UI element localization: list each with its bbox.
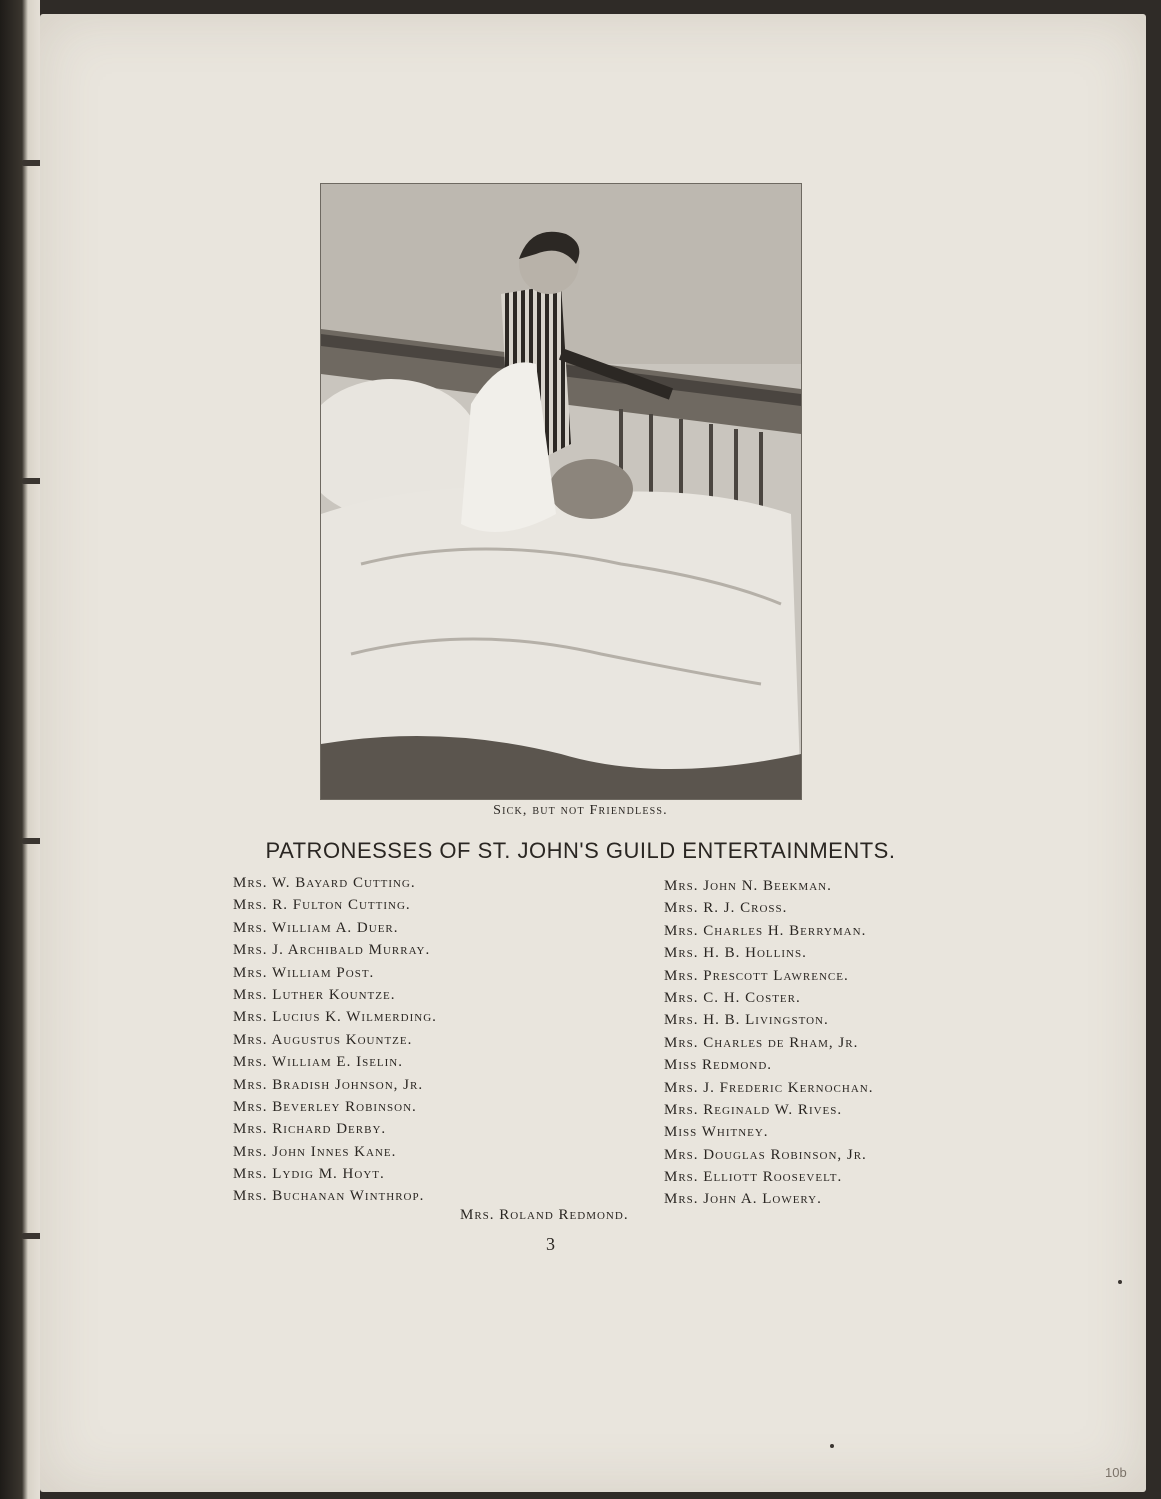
patroness-name: Mrs. C. H. Coster. (664, 989, 801, 1006)
patroness-name: Mrs. John Innes Kane. (233, 1143, 397, 1160)
patroness-name: Mrs. Luther Kountze. (233, 986, 396, 1003)
patroness-name: Mrs. Buchanan Winthrop. (233, 1188, 425, 1205)
page-heading: PATRONESSES OF ST. JOHN'S GUILD ENTERTAINMENTS. (265, 838, 896, 863)
closing-patroness-name: Mrs. Roland Redmond. (460, 1207, 629, 1223)
patroness-name: Mrs. H. B. Livingston. (664, 1012, 829, 1029)
patroness-name: Miss Whitney. (664, 1124, 769, 1141)
archive-page-mark: 10b (1105, 1465, 1127, 1480)
patroness-name: Mrs. Lydig M. Hoyt. (233, 1166, 385, 1183)
patroness-name: Mrs. Richard Derby. (233, 1121, 387, 1138)
patroness-name: Mrs. Charles H. Berryman. (664, 922, 867, 939)
page-number: 3 (546, 1234, 555, 1254)
patroness-name: Mrs. Prescott Lawrence. (664, 967, 849, 984)
patroness-name: Mrs. W. Bayard Cutting. (233, 875, 416, 891)
patroness-name: Mrs. William Post. (233, 964, 375, 981)
patroness-name: Mrs. R. Fulton Cutting. (233, 897, 411, 914)
patroness-name: Mrs. R. J. Cross. (664, 900, 788, 917)
patroness-name: Mrs. Bradish Johnson, Jr. (233, 1076, 424, 1093)
patroness-name: Miss Redmond. (664, 1057, 773, 1074)
binding-spine (0, 0, 40, 1499)
patroness-name: Mrs. Douglas Robinson, Jr. (664, 1146, 867, 1163)
illustration-caption: Sick, but not Friendless. (493, 803, 668, 818)
patroness-name: Mrs. William E. Iselin. (233, 1054, 403, 1071)
left-patroness-list (233, 872, 437, 1208)
patroness-name: Mrs. Augustus Kountze. (233, 1031, 413, 1048)
patroness-name: Mrs. H. B. Hollins. (664, 945, 807, 962)
patroness-name: Mrs. John A. Lowery. (664, 1191, 822, 1208)
paper-speck (830, 1444, 834, 1448)
patroness-name: Mrs. William A. Duer. (233, 919, 399, 936)
illustration-nurse-at-bedside (320, 183, 802, 800)
right-patroness-list (664, 875, 873, 1211)
patroness-name: Mrs. Reginald W. Rives. (664, 1101, 843, 1118)
illustration-drawing (321, 184, 801, 799)
patroness-name: Mrs. Lucius K. Wilmerding. (233, 1009, 437, 1026)
patroness-name: Mrs. Charles de Rham, Jr. (664, 1034, 859, 1051)
patroness-name: Mrs. J. Archibald Murray. (233, 942, 431, 959)
patroness-name: Mrs. Elliott Roosevelt. (664, 1169, 843, 1186)
paper-speck (1118, 1280, 1122, 1284)
patroness-name: Mrs. John N. Beekman. (664, 878, 832, 894)
patroness-name: Mrs. Beverley Robinson. (233, 1098, 417, 1115)
patroness-name: Mrs. J. Frederic Kernochan. (664, 1079, 874, 1096)
